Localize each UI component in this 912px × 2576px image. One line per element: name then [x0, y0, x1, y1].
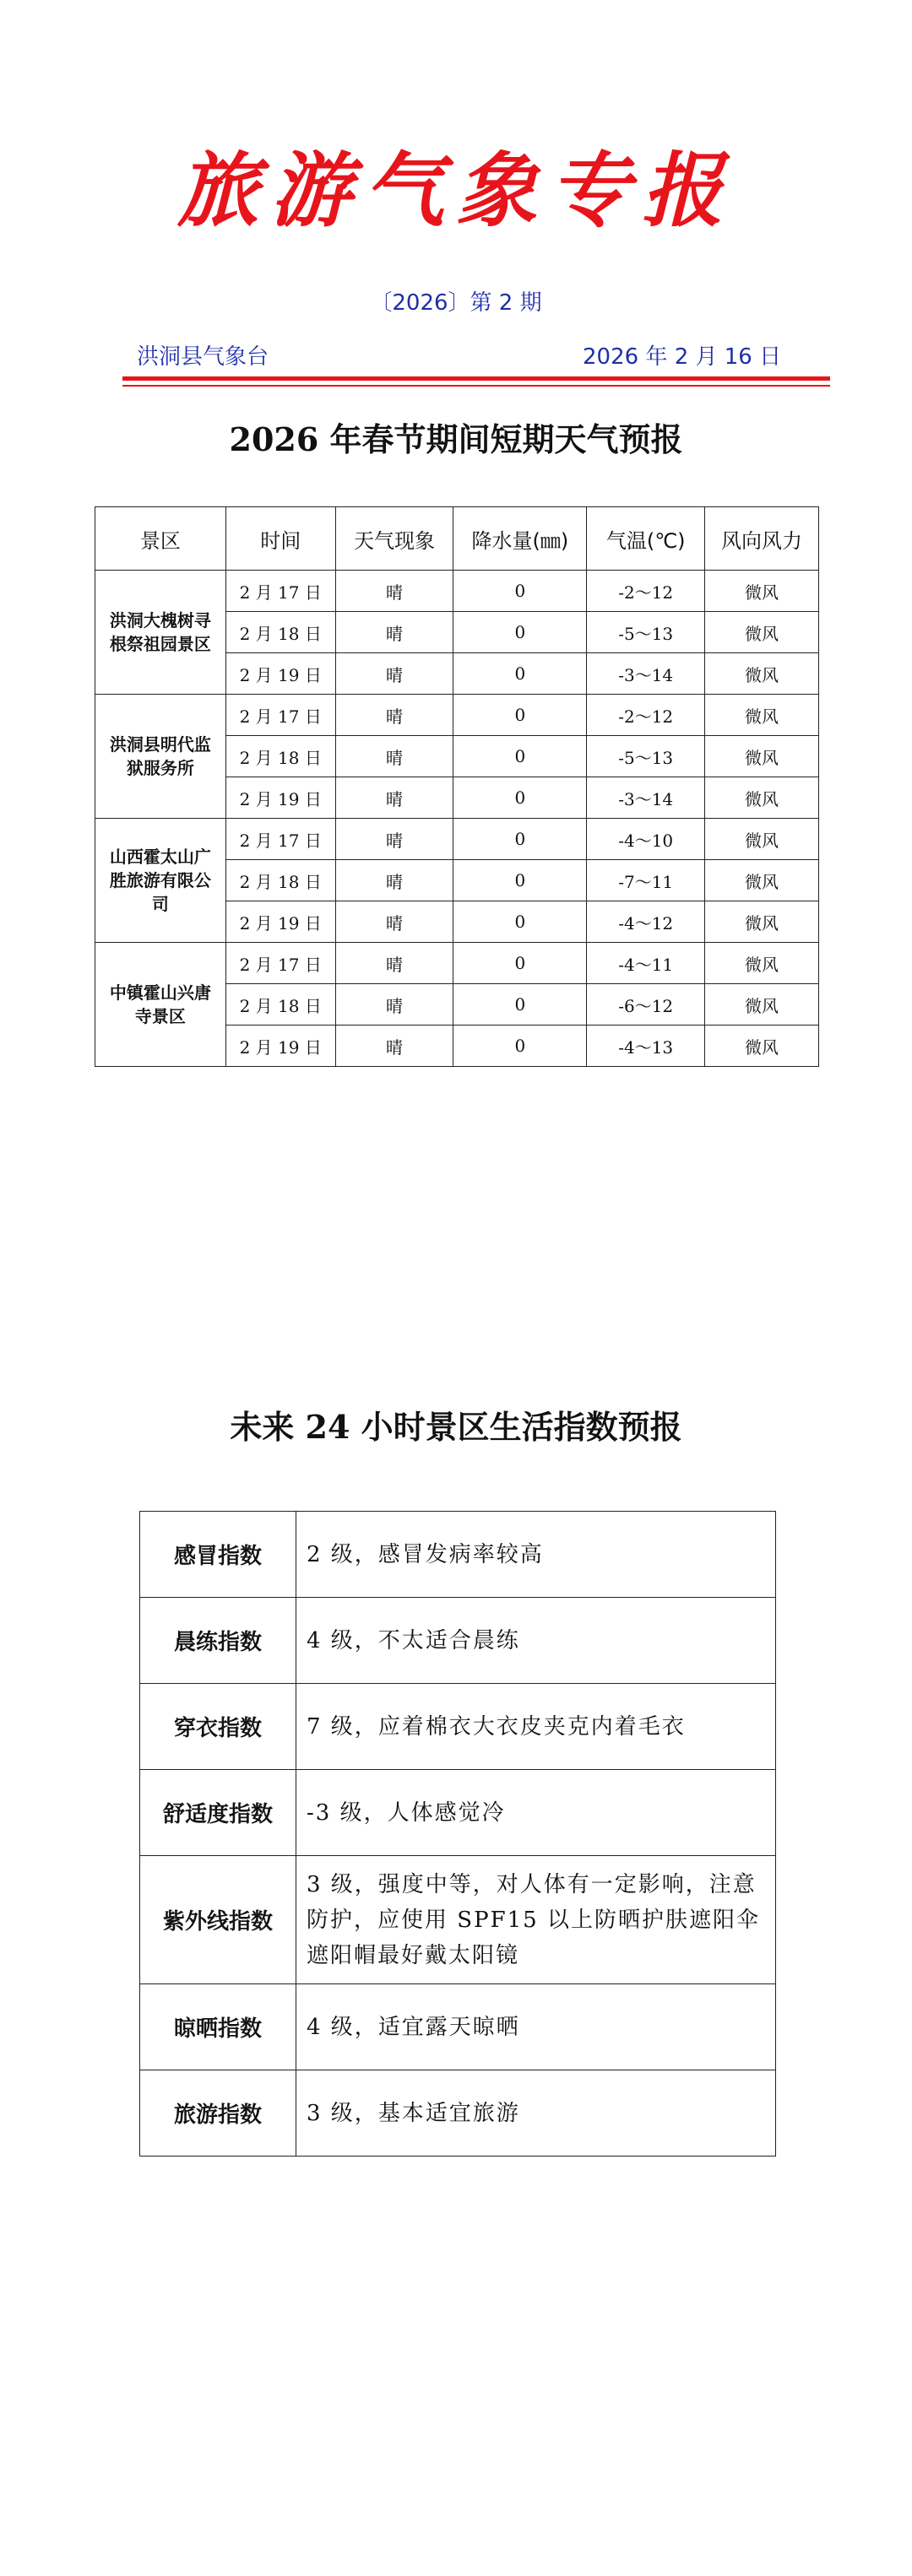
cell-temp: -7～11 — [587, 860, 705, 901]
index-value: 4 级，适宜露天晾晒 — [296, 1984, 776, 2070]
cell-temp: -4～11 — [587, 943, 705, 984]
cell-temp: -4～12 — [587, 901, 705, 943]
table-row — [95, 695, 819, 736]
index-value: 2 级，感冒发病率较高 — [296, 1512, 776, 1598]
cell-rain: 0 — [453, 943, 587, 984]
cell-weather: 晴 — [335, 901, 453, 943]
cell-date: 2 月 19 日 — [225, 653, 335, 695]
cell-wind: 微风 — [705, 860, 819, 901]
index-name: 舒适度指数 — [140, 1770, 296, 1856]
cell-date: 2 月 18 日 — [225, 984, 335, 1026]
table-row — [140, 2070, 776, 2157]
cell-weather: 晴 — [335, 819, 453, 860]
index-name: 穿衣指数 — [140, 1684, 296, 1770]
cell-wind: 微风 — [705, 695, 819, 736]
area-name: 山西霍太山广胜旅游有限公司 — [95, 819, 226, 943]
cell-rain: 0 — [453, 984, 587, 1026]
index-name: 紫外线指数 — [140, 1856, 296, 1984]
masthead-title: 旅游气象专报 — [177, 143, 735, 238]
col-header-rain: 降水量(㎜) — [453, 507, 587, 571]
index-value: 3 级，强度中等，对人体有一定影响，注意防护，应使用 SPF15 以上防晒护肤遮阳伞遮阳帽最好戴太阳镜 — [296, 1856, 776, 1984]
index-name: 晨练指数 — [140, 1598, 296, 1684]
cell-weather: 晴 — [335, 1026, 453, 1067]
cell-rain: 0 — [453, 736, 587, 777]
cell-date: 2 月 17 日 — [225, 943, 335, 984]
issue-date: 2026 年 2 月 16 日 — [583, 344, 782, 370]
col-header-wind: 风向风力 — [705, 507, 819, 571]
cell-rain: 0 — [453, 777, 587, 819]
table-row — [140, 1770, 776, 1856]
cell-date: 2 月 19 日 — [225, 777, 335, 819]
issuing-agency: 洪洞县气象台 — [137, 344, 269, 370]
cell-date: 2 月 17 日 — [225, 695, 335, 736]
cell-rain: 0 — [453, 571, 587, 612]
cell-date: 2 月 17 日 — [225, 819, 335, 860]
cell-weather: 晴 — [335, 612, 453, 653]
issue-number: 〔2026〕第 2 期 — [370, 290, 542, 316]
table-row — [95, 943, 819, 984]
cell-wind: 微风 — [705, 1026, 819, 1067]
cell-wind: 微风 — [705, 984, 819, 1026]
table-row — [140, 1856, 776, 1984]
cell-temp: -3～14 — [587, 653, 705, 695]
header-divider-thin — [122, 385, 830, 387]
index-name: 旅游指数 — [140, 2070, 296, 2157]
cell-date: 2 月 18 日 — [225, 612, 335, 653]
cell-weather: 晴 — [335, 943, 453, 984]
index-value: -3 级，人体感觉冷 — [296, 1770, 776, 1856]
cell-temp: -2～12 — [587, 571, 705, 612]
cell-rain: 0 — [453, 1026, 587, 1067]
cell-weather: 晴 — [335, 777, 453, 819]
life-index-title: 未来 24 小时景区生活指数预报 — [230, 1408, 682, 1446]
cell-weather: 晴 — [335, 571, 453, 612]
cell-rain: 0 — [453, 653, 587, 695]
index-value: 3 级，基本适宜旅游 — [296, 2070, 776, 2157]
forecast-header-row — [95, 507, 819, 571]
cell-wind: 微风 — [705, 943, 819, 984]
table-row — [140, 1598, 776, 1684]
table-row — [140, 1684, 776, 1770]
cell-weather: 晴 — [335, 860, 453, 901]
cell-date: 2 月 19 日 — [225, 1026, 335, 1067]
cell-wind: 微风 — [705, 612, 819, 653]
col-header-temp: 气温(℃) — [587, 507, 705, 571]
cell-date: 2 月 17 日 — [225, 571, 335, 612]
cell-rain: 0 — [453, 860, 587, 901]
table-row — [95, 571, 819, 612]
cell-date: 2 月 19 日 — [225, 901, 335, 943]
cell-wind: 微风 — [705, 777, 819, 819]
area-name: 洪洞大槐树寻根祭祖园景区 — [95, 571, 226, 695]
cell-temp: -6～12 — [587, 984, 705, 1026]
cell-wind: 微风 — [705, 901, 819, 943]
col-header-date: 时间 — [225, 507, 335, 571]
cell-weather: 晴 — [335, 695, 453, 736]
cell-date: 2 月 18 日 — [225, 736, 335, 777]
index-name: 感冒指数 — [140, 1512, 296, 1598]
table-row — [95, 819, 819, 860]
cell-weather: 晴 — [335, 984, 453, 1026]
col-header-area: 景区 — [95, 507, 226, 571]
cell-wind: 微风 — [705, 736, 819, 777]
area-name: 中镇霍山兴唐寺景区 — [95, 943, 226, 1067]
cell-temp: -4～10 — [587, 819, 705, 860]
header-divider-thick — [122, 376, 830, 381]
table-row — [140, 1512, 776, 1598]
table-row — [140, 1984, 776, 2070]
cell-wind: 微风 — [705, 819, 819, 860]
cell-rain: 0 — [453, 901, 587, 943]
life-index-table — [139, 1511, 776, 2157]
cell-temp: -2～12 — [587, 695, 705, 736]
cell-weather: 晴 — [335, 653, 453, 695]
cell-wind: 微风 — [705, 653, 819, 695]
cell-wind: 微风 — [705, 571, 819, 612]
cell-rain: 0 — [453, 819, 587, 860]
cell-weather: 晴 — [335, 736, 453, 777]
index-value: 7 级，应着棉衣大衣皮夹克内着毛衣 — [296, 1684, 776, 1770]
col-header-weather: 天气现象 — [335, 507, 453, 571]
cell-rain: 0 — [453, 612, 587, 653]
cell-temp: -3～14 — [587, 777, 705, 819]
area-name: 洪洞县明代监狱服务所 — [95, 695, 226, 819]
cell-temp: -5～13 — [587, 612, 705, 653]
index-name: 晾晒指数 — [140, 1984, 296, 2070]
cell-temp: -5～13 — [587, 736, 705, 777]
cell-temp: -4～13 — [587, 1026, 705, 1067]
index-value: 4 级，不太适合晨练 — [296, 1598, 776, 1684]
forecast-table — [95, 506, 819, 1067]
cell-date: 2 月 18 日 — [225, 860, 335, 901]
cell-rain: 0 — [453, 695, 587, 736]
forecast-title: 2026 年春节期间短期天气预报 — [229, 420, 683, 458]
